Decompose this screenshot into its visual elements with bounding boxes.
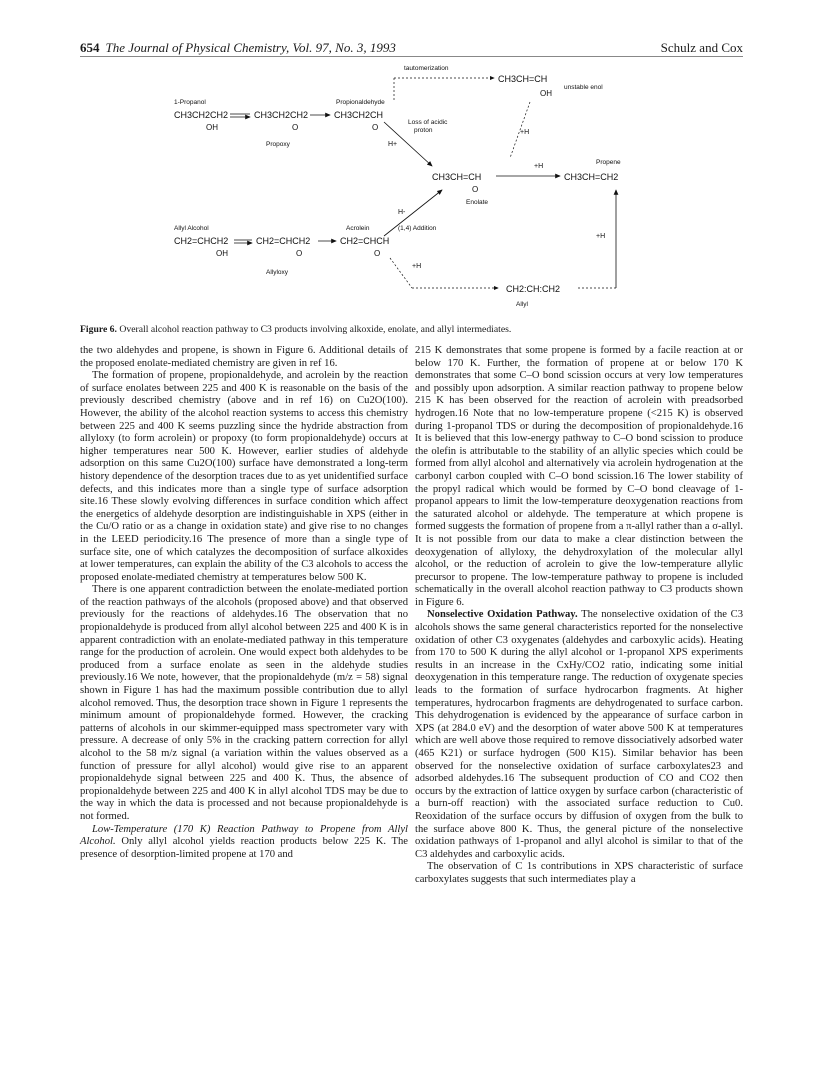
label-plus-h-far: +H — [596, 233, 606, 240]
label-unstable-enol: unstable enol — [564, 84, 603, 91]
formula-enol: CH3CH=CH — [498, 74, 548, 84]
label-propionaldehyde: Propionaldehyde — [336, 99, 385, 106]
arrow-propanol-propoxy — [230, 114, 250, 117]
paragraph: The observation of C 1s contributions in XPS characteristic of surface carboxylates suggests that such intermediates play a — [415, 861, 743, 885]
label-tautomerization: tautomerization — [404, 65, 449, 72]
dash-acrolein-allyl — [390, 258, 412, 288]
paragraph-subsection — [415, 609, 743, 861]
formula-allyl: CH2:CH:CH2 — [506, 284, 561, 294]
label-acrolein: Acrolein — [346, 225, 370, 232]
formula-allyl-alcohol-oh: OH — [216, 249, 228, 258]
label-allyloxy: Allyloxy — [266, 269, 289, 276]
left-column — [80, 345, 408, 861]
label-h-plus: H+ — [388, 141, 398, 148]
label-propene: Propene — [596, 159, 621, 166]
header-rule — [80, 56, 743, 57]
formula-enolate-o: O — [472, 185, 479, 194]
reaction-scheme-figure — [150, 62, 630, 318]
paragraph-subsection — [80, 824, 408, 862]
formula-propoxy-o: O — [292, 123, 299, 132]
page-number: 654 — [80, 40, 100, 55]
formula-enol-oh: OH — [540, 89, 552, 98]
paragraph: The formation of propene, propionaldehyde, and acrolein by the reaction of surface enolates between 225 and 400 K is reasonable on the basis of the previously described chemistry (above and in ref 16) on Cu2O(100). However, the ability of the alcohol reaction systems to access this chemistry between 225 and 400 K seems puzzling since the hydride abstraction from allyloxy (to form acrolein) or propoxy (to form propionaldehyde) occurs at higher temperatures near 500 K. However, earlier studies of aldehyde adsorption on this same Cu2O(100) surface have demonstrated a long-term history dependence of the desorption traces due to as yet unidentified surface defects, and this indicates more than a single type of surface adsorption site.16 These slowly evolving differences in surface condition which affect the energetics of aldehyde desorption are indistinguishable in XPS (either in the Cu/O ratio or as a change in oxidation state) and give rise to no changes in the LEED periodicity.16 The presence of more than a single type of surface site, one of which catalyzes the decomposition of surface alkoxides at lower temperatures, can explain the ability of the C3 alcohols to access the proposed enolate-mediated chemistry at temperatures below 500 K. — [80, 370, 408, 583]
authors-header: Schulz and Cox — [660, 40, 743, 55]
formula-acrolein: CH2=CHCH — [340, 236, 390, 246]
formula-enolate: CH3CH=CH — [432, 172, 482, 182]
paragraph-text: The nonselective oxidation of the C3 alcohols shows the same general characteristics reported for the nonselective oxidation of other C3 oxygenates (aldehydes and carboxylic acids). Heating from 170 to 500 K during the allyl alcohol or 1-propanol XPS experiments results in an increase in the CxHy/CO2 ratio, indicating some initial deoxygenation in this temperature range. The reduction of oxygenate species leads to the formation of surface hydrocarbon fragments. At higher temperatures, hydrocarbon fragments are dehydrogenated to surface carbon. This dehydrogenation is evidenced by the appearance of surface carbon in XPS (at 284.0 eV) and the desorption of water above 500 K at temperatures which are well above those required to remove dissociatively adsorbed water (465 K21) or surface hydrogen (500 K15). Similar behavior has been observed for the nonselective oxidation of surface carboxylates23 and adsorbed aldehydes.16 The subsequent production of CO and CO2 then occurs by the extraction of lattice oxygen by surface carbon (characteristic of a burn-off reaction) with the associated surface reduction to Cu0. Reoxidation of the surface occurs by diffusion of oxygen from the bulk to the surface above 800 K. Thus, the general picture of the nonselective oxidation pathways of 1-propanol and allyl alcohol is similar to that of the C3 aldehydes and carboxylic acids. — [415, 609, 743, 860]
label-proton: proton — [414, 127, 433, 134]
label-enolate: Enolate — [466, 199, 489, 206]
label-plus-h-right: +H — [534, 163, 544, 170]
formula-allyloxy: CH2=CHCH2 — [256, 236, 311, 246]
label-allyl-alcohol: Allyl Alcohol — [174, 225, 209, 232]
subheading-nonselective: Nonselective Oxidation Pathway. — [427, 609, 578, 621]
arrow-allylalcohol-allyloxy — [234, 240, 252, 243]
paragraph: the two aldehydes and propene, is shown in Figure 6. Additional details of the proposed enolate-mediated chemistry are given in ref 16. — [80, 345, 408, 369]
formula-allyloxy-o: O — [296, 249, 303, 258]
subheading-low-temperature: Low-Temperature (170 K) Reaction Pathway to Propene from Allyl Alcohol. — [80, 823, 408, 848]
paragraph-text: Only allyl alcohol yields reaction products below 225 K. The presence of desorption-limited propene at 170 and — [80, 836, 408, 860]
caption-text: Overall alcohol reaction pathway to C3 products involving alkoxide, enolate, and allyl intermediates. — [119, 324, 512, 335]
paragraph: 215 K demonstrates that some propene is formed by a facile reaction at or below 170 K. Further, the formation of propene at or below 170 K demonstrates that some C–O bond scission occurs at very low temperatures and possibly upon adsorption. A similar reaction pathway to propene below 215 K has been observed for the reaction of acrolein with preadsorbed hydrogen.16 Note that no low-temperature propene (<215 K) is observed during 1-propanol TDS or during the decomposition of propionaldehyde.16 It is believed that this low-energy pathway to C–O bond scission to produce the olefin is attributable to the stability of an allylic species which could be formed from allyl alcohol and alternatively via acrolein hydrogenation at the carbonyl carbon coupled with C–O bond scission.16 The lower stability of the propyl radical which would be formed by C–O bond cleavage of 1-propanol appears to limit the low-temperature deoxygenation reactions from the saturated alcohol or aldehyde. The temperature at which propene is formed suggests the formation of propene from a π-allyl rather than a σ-allyl. It is not possible from our data to make a clear distinction between the deoxygenation of allyloxy, the dehydroxylation of the molecular allyl alcohol, or the reduction of acrolein to give the low-temperature allylic precursor to propene. The low-temperature pathway to propene is included schematically in the overall alcohol reaction pathway to C3 products shown in Figure 6. — [415, 345, 743, 608]
formula-1-propanol: CH3CH2CH2 — [174, 110, 229, 120]
label-plus-h-top: +H — [520, 129, 530, 136]
label-plus-h-bottom: +H — [412, 263, 422, 270]
formula-allyl-alcohol: CH2=CHCH2 — [174, 236, 229, 246]
running-header — [80, 40, 396, 56]
caption-label: Figure 6. — [80, 324, 117, 335]
formula-propionaldehyde-o: O — [372, 123, 379, 132]
label-loss-acidic: Loss of acidic — [408, 119, 448, 126]
right-column — [415, 345, 743, 887]
label-addition: (1,4) Addition — [398, 225, 437, 232]
journal-title: The Journal of Physical Chemistry, Vol. 97, No. 3, 1993 — [105, 40, 396, 55]
formula-propanol-oh: OH — [206, 123, 218, 132]
figure-caption — [80, 324, 760, 335]
formula-acrolein-o: O — [374, 249, 381, 258]
formula-propoxy: CH3CH2CH2 — [254, 110, 309, 120]
label-1-propanol: 1-Propanol — [174, 99, 206, 106]
label-h-minus: H- — [398, 209, 406, 216]
label-propoxy: Propoxy — [266, 141, 290, 148]
formula-propene: CH3CH=CH2 — [564, 172, 619, 182]
paragraph: There is one apparent contradiction between the enolate-mediated portion of the reaction pathways of the alcohols (proposed above) and that observed previously for the reactions of aldehydes.16 The observation that no propionaldehyde is produced from allyl alcohol between 225 and 400 K is in apparent contradiction with an enolate-mediated pathway in this temperature range for the production of acrolein. One would expect both aldehydes to be produced from a surface enolate as seen in the aldehyde studies previously.16 We note, however, that the propionaldehyde (m/z = 58) signal shown in Figure 1 has had the maximum possible contribution due to allyl alcohol removed. Thus, the desorption trace shown in Figure 1 represents the minimum amount of propionaldehyde formed. However, the cracking patterns of alcohols in our skimmer-equipped mass spectrometer vary with pressure. A decrease of only 5% in the cracking pattern correction for allyl alcohol to the 58 m/z signal (a variation within the values observed as a function of pressure for allyl alcohol) would give rise to an apparent propionaldehyde signal between 225 and 400 K. Thus, the absence of propionaldehyde between 225 and 400 K in allyl alcohol TDS may be due to the way in which the data is processed and not because propionaldehyde is not formed. — [80, 584, 408, 822]
formula-propionaldehyde: CH3CH2CH — [334, 110, 384, 120]
label-allyl: Allyl — [516, 301, 528, 308]
